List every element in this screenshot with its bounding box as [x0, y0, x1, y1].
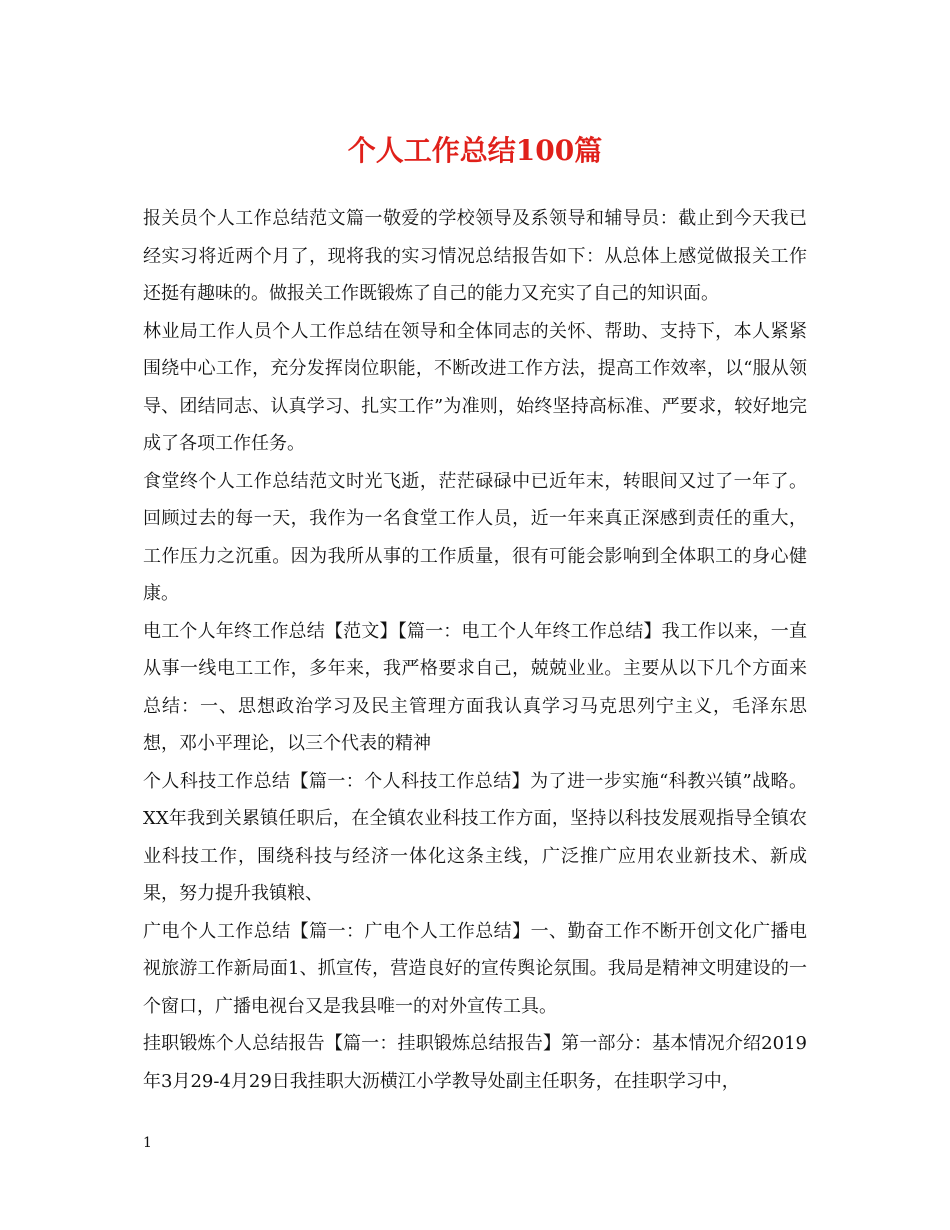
- document-title: 个人工作总结100篇: [347, 134, 603, 167]
- paragraph: 林业局工作人员个人工作总结在领导和全体同志的关怀、帮助、支持下，本人紧紧围绕中心工作，充分发挥岗位职能，不断改进工作方法，提高工作效率，以“服从领导、团结同志、认真学习、扎实工作”为准则，始终坚持高标准、严要求，较好地完成了各项工作任务。: [143, 320, 807, 454]
- paragraph: 电工个人年终工作总结【范文】【篇一：电工个人年终工作总结】我工作以来，一直从事一线电工工作，多年来，我严格要求自己，兢兢业业。主要从以下几个方面来总结：一、思想政治学习及民主管理方面我认真学习马克思列宁主义，毛泽东思想，邓小平理论，以三个代表的精神: [143, 620, 807, 754]
- paragraph: 挂职锻炼个人总结报告【篇一：挂职锻炼总结报告】第一部分：基本情况介绍2019年3月29-4月29日我挂职大沥横江小学教导处副主任职务，在挂职学习中，: [143, 1033, 807, 1092]
- document-body: [143, 200, 807, 1100]
- paragraph: 广电个人工作总结【篇一：广电个人工作总结】一、勤奋工作不断开创文化广播电视旅游工作新局面1、抓宣传，营造良好的宣传舆论氛围。我局是精神文明建设的一个窗口，广播电视台又是我县唯一的对外宣传工具。: [143, 920, 807, 1017]
- paragraph: 报关员个人工作总结范文篇一敬爱的学校领导及系领导和辅导员：截止到今天我已经实习将近两个月了，现将我的实习情况总结报告如下：从总体上感觉做报关工作还挺有趣味的。做报关工作既锻炼了自己的能力又充实了自己的知识面。: [143, 208, 807, 304]
- page-number: 1: [143, 1135, 152, 1151]
- paragraph: 食堂终个人工作总结范文时光飞逝，茫茫碌碌中已近年末，转眼间又过了一年了。回顾过去的每一天，我作为一名食堂工作人员，近一年来真正深感到责任的重大，工作压力之沉重。因为我所从事的工作质量，很有可能会影响到全体职工的身心健康。: [143, 470, 807, 604]
- paragraph: 个人科技工作总结【篇一：个人科技工作总结】为了进一步实施“科教兴镇”战略。XX年我到关累镇任职后，在全镇农业科技工作方面，坚持以科技发展观指导全镇农业科技工作，围绕科技与经济一体化这条主线，广泛推广应用农业新技术、新成果，努力提升我镇粮、: [143, 770, 807, 904]
